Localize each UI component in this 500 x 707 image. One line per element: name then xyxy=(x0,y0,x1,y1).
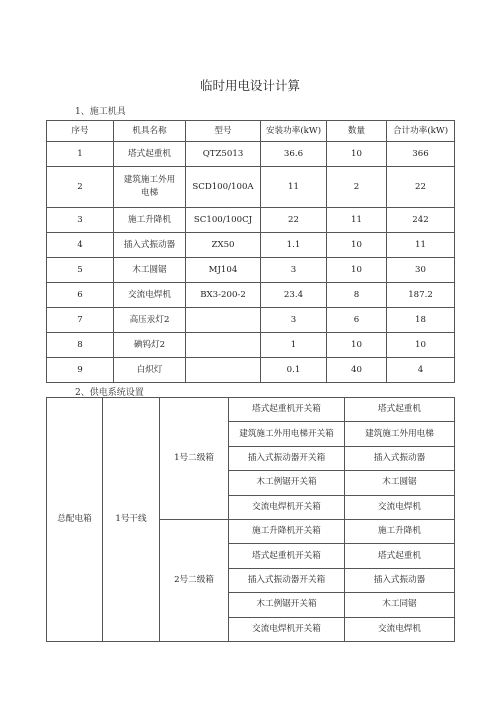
table-cell: 18 xyxy=(387,308,455,333)
table-row xyxy=(47,233,455,258)
secondary-box-cell: 2号二级箱 xyxy=(160,519,229,641)
table-cell: 4 xyxy=(47,233,114,258)
table-cell: 碘钨灯2 xyxy=(114,333,186,358)
equipment-cell: 建筑施工外用电梯 xyxy=(345,422,455,446)
table-cell: 8 xyxy=(327,283,387,308)
table-cell: 2 xyxy=(47,167,114,208)
table-cell: 高压汞灯2 xyxy=(114,308,186,333)
header-cell: 机具名称 xyxy=(114,121,186,142)
switch-box-cell: 建筑施工外用电梯开关箱 xyxy=(229,422,345,446)
table-cell: 施工升降机 xyxy=(114,208,186,233)
table-cell: BX3-200-2 xyxy=(186,283,261,308)
table-cell: 白炽灯 xyxy=(114,358,186,383)
table-cell: 11 xyxy=(387,233,455,258)
table-row xyxy=(47,142,455,167)
table-cell: 4 xyxy=(387,358,455,383)
table-row xyxy=(47,283,455,308)
table-cell: 2 xyxy=(327,167,387,208)
table-cell: 10 xyxy=(327,333,387,358)
table-cell: 5 xyxy=(47,258,114,283)
table-row xyxy=(47,208,455,233)
equipment-cell: 施工升降机 xyxy=(345,519,455,543)
table-cell: 3 xyxy=(261,258,327,283)
table-cell: 6 xyxy=(327,308,387,333)
main-distribution-box-cell: 总配电箱 xyxy=(47,398,103,642)
table-cell: SC100/100CJ xyxy=(186,208,261,233)
table-cell: 8 xyxy=(47,333,114,358)
switch-box-cell: 交流电焊机开关箱 xyxy=(229,495,345,519)
equipment-cell: 塔式起重机 xyxy=(345,544,455,568)
equipment-cell: 插入式振动器 xyxy=(345,568,455,592)
table-cell: SCD100/100A xyxy=(186,167,261,208)
header-cell: 数量 xyxy=(327,121,387,142)
table-row xyxy=(47,308,455,333)
equipment-cell: 塔式起重机 xyxy=(345,398,455,422)
switch-box-cell: 施工升降机开关箱 xyxy=(229,519,345,543)
section-heading-supply: 2、供电系统设置 xyxy=(75,388,144,398)
switch-box-cell: 插入式振动器开关箱 xyxy=(229,446,345,470)
table-cell: 塔式起重机 xyxy=(114,142,186,167)
table-cell: 6 xyxy=(47,283,114,308)
table-cell: 1.1 xyxy=(261,233,327,258)
switch-box-cell: 交流电焊机开关箱 xyxy=(229,617,345,641)
table-cell xyxy=(186,358,261,383)
section-heading-tools: 1、施工机具 xyxy=(75,107,126,117)
switch-box-cell: 塔式起重机开关箱 xyxy=(229,544,345,568)
header-cell: 安装功率(kW) xyxy=(261,121,327,142)
table-cell xyxy=(186,333,261,358)
table-cell: 1 xyxy=(261,333,327,358)
table-cell: 建筑施工外用电梯 xyxy=(114,167,186,208)
tools-table xyxy=(46,120,455,383)
table-cell: 187.2 xyxy=(387,283,455,308)
equipment-cell: 插入式振动器 xyxy=(345,446,455,470)
table-cell: 10 xyxy=(327,142,387,167)
equipment-cell: 交流电焊机 xyxy=(345,495,455,519)
table-cell: 10 xyxy=(327,258,387,283)
table-header-row xyxy=(47,121,455,142)
table-cell: MJ104 xyxy=(186,258,261,283)
switch-box-cell: 塔式起重机开关箱 xyxy=(229,398,345,422)
equipment-cell: 交流电焊机 xyxy=(345,617,455,641)
table-row xyxy=(47,358,455,383)
table-cell: 1 xyxy=(47,142,114,167)
table-cell: 22 xyxy=(261,208,327,233)
table-cell: 30 xyxy=(387,258,455,283)
table-cell: 10 xyxy=(387,333,455,358)
table-cell: 366 xyxy=(387,142,455,167)
switch-box-cell: 木工例锯开关箱 xyxy=(229,593,345,617)
switch-box-cell: 木工例锯开关箱 xyxy=(229,471,345,495)
table-row xyxy=(47,333,455,358)
table-cell: 10 xyxy=(327,233,387,258)
equipment-cell: 木工圆锯 xyxy=(345,471,455,495)
secondary-box-cell: 1号二级箱 xyxy=(160,398,229,520)
table-row xyxy=(47,167,455,208)
table-cell: 0.1 xyxy=(261,358,327,383)
table-cell: 3 xyxy=(47,208,114,233)
table-cell: 7 xyxy=(47,308,114,333)
table-cell: 11 xyxy=(261,167,327,208)
table-cell: 23.4 xyxy=(261,283,327,308)
page-title: 临时用电设计计算 xyxy=(199,78,300,93)
table-cell: 11 xyxy=(327,208,387,233)
header-cell: 合计功率(kW) xyxy=(387,121,455,142)
supply-system-table xyxy=(46,397,455,642)
table-cell: 木工圆锯 xyxy=(114,258,186,283)
table-cell: 40 xyxy=(327,358,387,383)
table-cell: 3 xyxy=(261,308,327,333)
equipment-cell: 木工同锯 xyxy=(345,593,455,617)
table-row xyxy=(47,398,455,422)
table-cell: 插入式振动器 xyxy=(114,233,186,258)
table-row xyxy=(47,258,455,283)
trunk-line-cell: 1号干线 xyxy=(103,398,160,642)
table-cell: 22 xyxy=(387,167,455,208)
table-cell: 交流电焊机 xyxy=(114,283,186,308)
table-cell: 9 xyxy=(47,358,114,383)
table-cell: QTZ5013 xyxy=(186,142,261,167)
header-cell: 型号 xyxy=(186,121,261,142)
table-cell: ZX50 xyxy=(186,233,261,258)
table-cell xyxy=(186,308,261,333)
table-cell: 242 xyxy=(387,208,455,233)
switch-box-cell: 插入式振动器开关箱 xyxy=(229,568,345,592)
header-cell: 序号 xyxy=(47,121,114,142)
table-cell: 36.6 xyxy=(261,142,327,167)
